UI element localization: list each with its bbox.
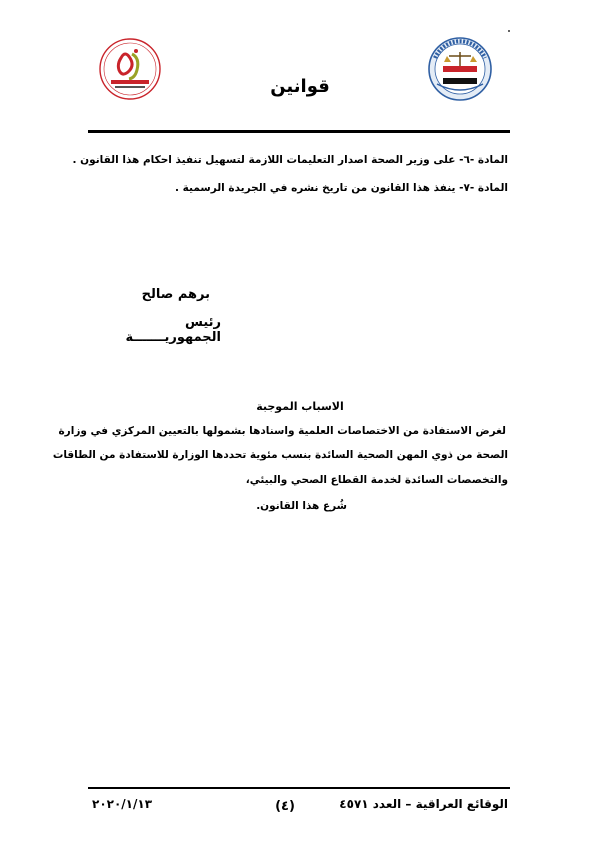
article-7: المادة -٧- ينفذ هذا القانون من تاريخ نشره في الجريدة الرسمية . (175, 182, 508, 194)
signatory-name: برهم صالح (141, 287, 210, 302)
publication-issue: الوقائع العراقية – العدد ٤٥٧١ (339, 797, 508, 811)
reasons-line: والتخصصات السائدة لخدمة القطاع الصحي والبيئي، (245, 474, 508, 486)
page-number: (٤) (275, 799, 295, 814)
reasons-line: لغرض الاستفادة من الاختصاصات العلمية واسنادها بشمولها بالتعيين المركزي في وزارة (58, 425, 506, 437)
signatory-title: رئيس الجمهوريـــــــة (125, 315, 221, 345)
footer-divider (88, 787, 510, 789)
gazette-logo-icon (91, 36, 169, 102)
article-6: المادة -٦- على وزير الصحة اصدار التعليمات اللازمة لتسهيل تنفيذ احكام هذا القانون . (72, 154, 508, 166)
ministry-of-justice-seal-icon (421, 36, 499, 102)
header-divider (88, 130, 510, 133)
reasons-line: شُرع هذا القانون. (256, 500, 347, 512)
page-title: قوانين (270, 76, 330, 97)
footer-date: ٢٠٢٠/١/١٣ (92, 797, 153, 811)
page-dot (508, 30, 510, 32)
reasons-heading: الاسباب الموجبة (256, 400, 344, 413)
reasons-line: الصحة من ذوي المهن الصحية السائدة بنسب مئوية تحددها الوزارة للاستفادة من الطاقات (52, 449, 508, 461)
